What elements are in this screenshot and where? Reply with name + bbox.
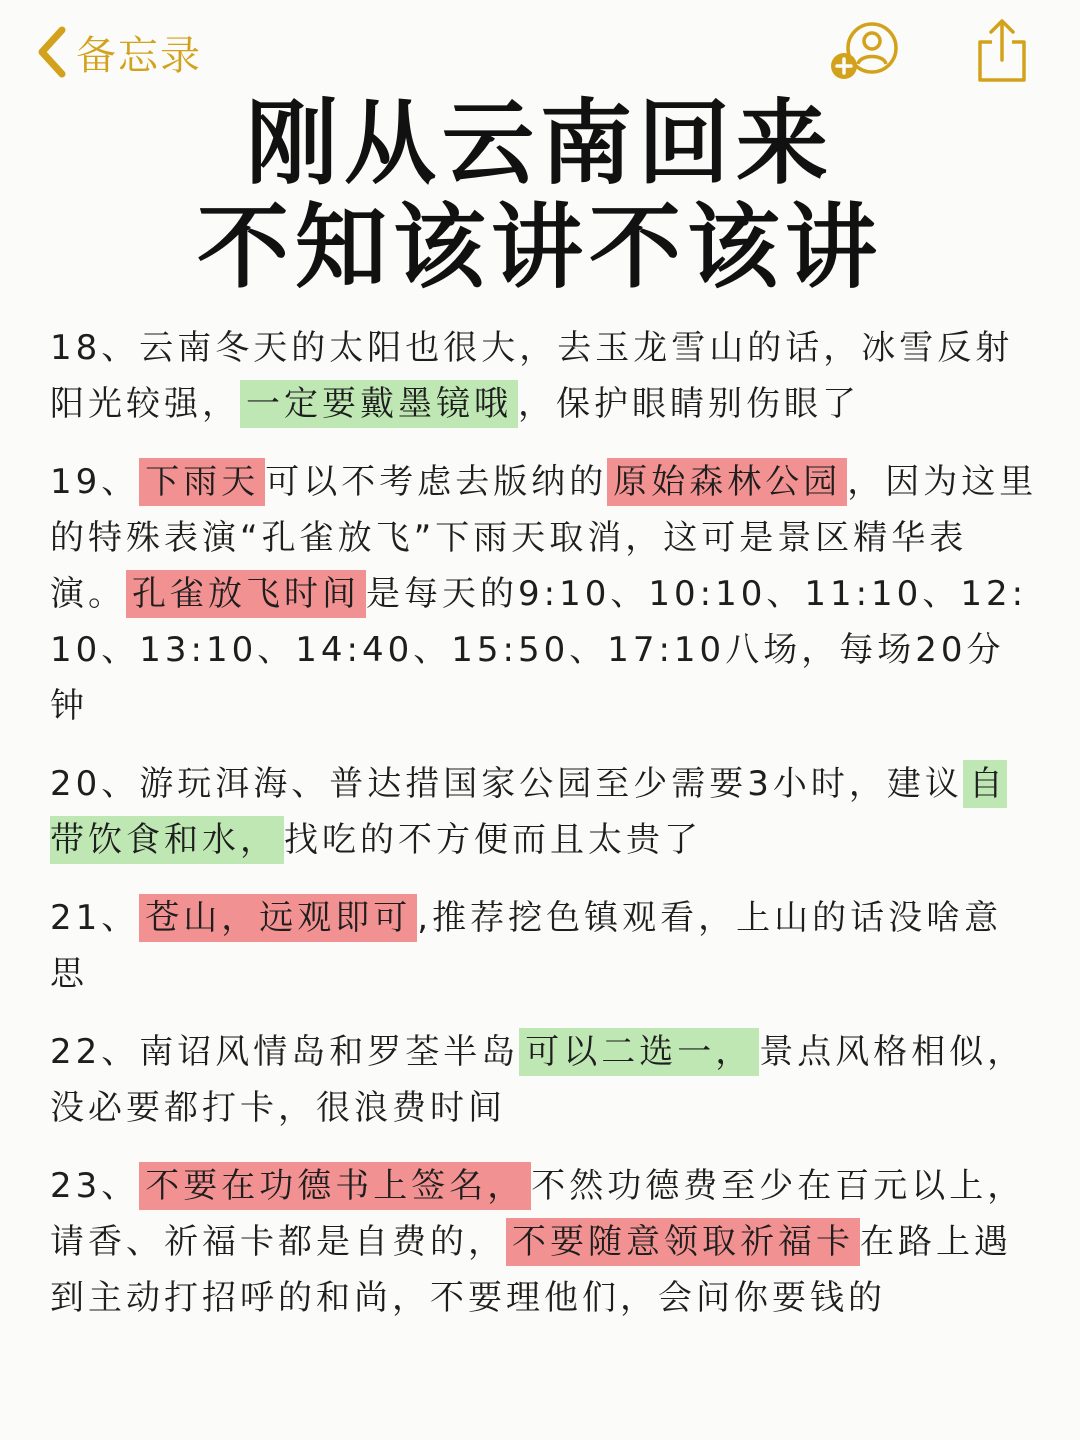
highlight-red: 下雨天	[139, 458, 265, 506]
highlight-red: 孔雀放飞时间	[126, 570, 366, 618]
highlight-green: 自带饮食和水，	[50, 760, 1007, 864]
tip-paragraph	[50, 1158, 1040, 1326]
tip-text: 22、南诏风情岛和罗荃半岛	[50, 1032, 520, 1072]
tip-text: ，保护眼睛别伤眼了	[518, 384, 860, 424]
tip-text: ,推荐挖色镇观看，上山的话没啥意思	[50, 898, 1003, 994]
chevron-left-icon	[34, 25, 68, 79]
tip-text: 可以不考虑去版纳的	[265, 462, 608, 502]
back-label: 备忘录	[76, 32, 202, 79]
tip-text: 19、	[50, 462, 140, 502]
tip-paragraph	[50, 320, 1040, 432]
note-title	[0, 92, 1080, 300]
share-icon	[972, 71, 1032, 90]
tip-text: 20、游玩洱海、普达措国家公园至少需要3小时，建议	[50, 764, 963, 804]
back-button[interactable]	[34, 22, 202, 82]
tip-text: 在路上遇到主动打招呼的和尚，不要理他们，会问你要钱的	[50, 1222, 1012, 1318]
highlight-red: 苍山，远观即可	[139, 894, 417, 942]
highlight-green: 可以二选一，	[519, 1028, 759, 1076]
title-line-2: 不知该讲不该讲	[196, 194, 883, 301]
note-body[interactable]	[50, 320, 1040, 1348]
tip-text: 景点风格相似，没必要都打卡，很浪费时间	[50, 1032, 1026, 1128]
tip-paragraph	[50, 1024, 1040, 1136]
tip-paragraph	[50, 454, 1040, 734]
tip-paragraph	[50, 890, 1040, 1002]
tip-text: 不然功德费至少在百元以上，请香、祈福卡都是自费的，	[50, 1166, 1026, 1262]
tip-text: ，因为这里的特殊表演“孔雀放飞”下雨天取消，这可是景区精华表演。	[50, 462, 1038, 614]
tip-text: 21、	[50, 898, 140, 938]
title-line-1: 刚从云南回来	[245, 90, 834, 197]
tip-text: 23、	[50, 1166, 140, 1206]
add-collaborator-button[interactable]	[826, 20, 906, 86]
tip-text: 是每天的9:10、10:10、11:10、12:10、13:10、14:40、15:50、17:10八场，每场20分钟	[50, 574, 1028, 726]
add-person-icon	[826, 71, 906, 90]
highlight-red: 原始森林公园	[607, 458, 847, 506]
tip-text: 找吃的不方便而且太贵了	[284, 820, 702, 860]
highlight-red: 不要在功德书上签名，	[139, 1162, 531, 1210]
highlight-green: 一定要戴墨镜哦	[240, 380, 518, 428]
share-button[interactable]	[972, 16, 1032, 86]
tip-paragraph	[50, 756, 1040, 868]
nav-bar	[0, 0, 1080, 100]
highlight-red: 不要随意领取祈福卡	[506, 1218, 860, 1266]
tip-text: 18、云南冬天的太阳也很大，去玉龙雪山的话，冰雪反射阳光较强，	[50, 328, 1014, 424]
